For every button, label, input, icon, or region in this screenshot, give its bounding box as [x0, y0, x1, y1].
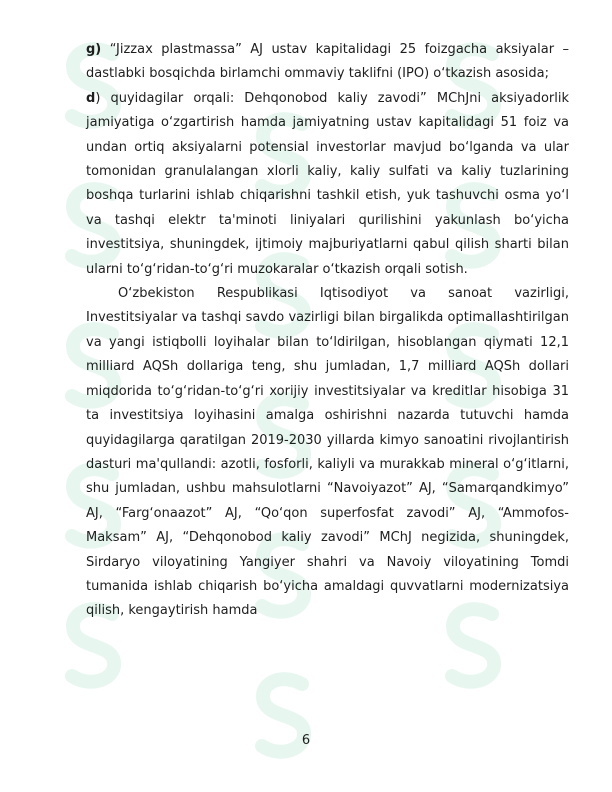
- paragraph-main: O‘zbekiston Respublikasi Iqtisodiyot va sanoat vazirligi, Investitsiyalar va tashqi savdo vazirligi bilan birgalikda optimallashtirilgan va yangi istiqbolli loyihalar bilan to‘ldirilgan, hisoblangan qiymati 12,1 milliard AQSh dollariga teng, shu jumladan, 1,7 milliard AQSh dollari miqdorida to‘g‘ridan-to‘g‘ri xorijiy investitsiyalar va kreditlar hisobiga 31 ta investitsiya loyihasini amalga oshirishni nazarda tutuvchi hamda quyidagilarga qaratilgan 2019-2030 yillarda kimyo sanoatini rivojlantirish dasturi ma'qullandi: azotli, fosforli, kaliyli va murakkab mineral o‘g‘itlarni, shu jumladan, ushbu mahsulotlarni “Navoiyazot” AJ, “Samarqandkimyo” AJ, “Farg‘onaazot” AJ, “Qo‘qon superfosfat zavodi” AJ, “Ammofos-Maksam” AJ, “Dehqonobod kaliy zavodi” MChJ negizida, shuningdek, Sirdaryo viloyatining Yangiyer shahri va Navoiy viloyatining Tomdi tumanida ishlab chiqarish bo‘yicha amaldagi quvvatlarni modernizatsiya qilish, kengaytirish hamda: [86, 286, 569, 619]
- document-body: [86, 38, 569, 624]
- paragraph-d: [86, 87, 569, 282]
- paragraph-d-label: d: [86, 90, 96, 106]
- paragraph-d-text: ) quyidagilar orqali: Dehqonobod kaliy zavodi” MChJni aksiyadorlik jamiyatiga o‘zgartirish hamda jamiyatning ustav kapitalidagi 51 foiz va undan ortiq aksiyalarni potensial investorlar mavjud bo‘lganda va ular tomonidan granulalangan xlorli kaliy, kaliy sulfati va kaliy tuzlarining boshqa turlarini ishlab chiqarishni tashkil etish, yuk tashuvchi osma yo‘l va tashqi elektr ta'minoti liniyalari qurilishini yakunlash bo‘yicha investitsiya, shuningdek, ijtimoiy majburiyatlarni qabul qilish sharti bilan ularni to‘g‘ridan-to‘g‘ri muzokaralar o‘tkazish orqali sotish.: [86, 90, 569, 277]
- paragraph-g-label: g): [86, 42, 102, 57]
- page-number: 6: [301, 733, 311, 748]
- paragraph-g: [86, 38, 569, 87]
- paragraph-g-text: “Jizzax plastmassa” AJ ustav kapitalidagi 25 foizgacha aksiyalar – dastlabki bosqichda birlamchi ommaviy taklifni (IPO) o‘tkazish asosida;: [86, 42, 569, 82]
